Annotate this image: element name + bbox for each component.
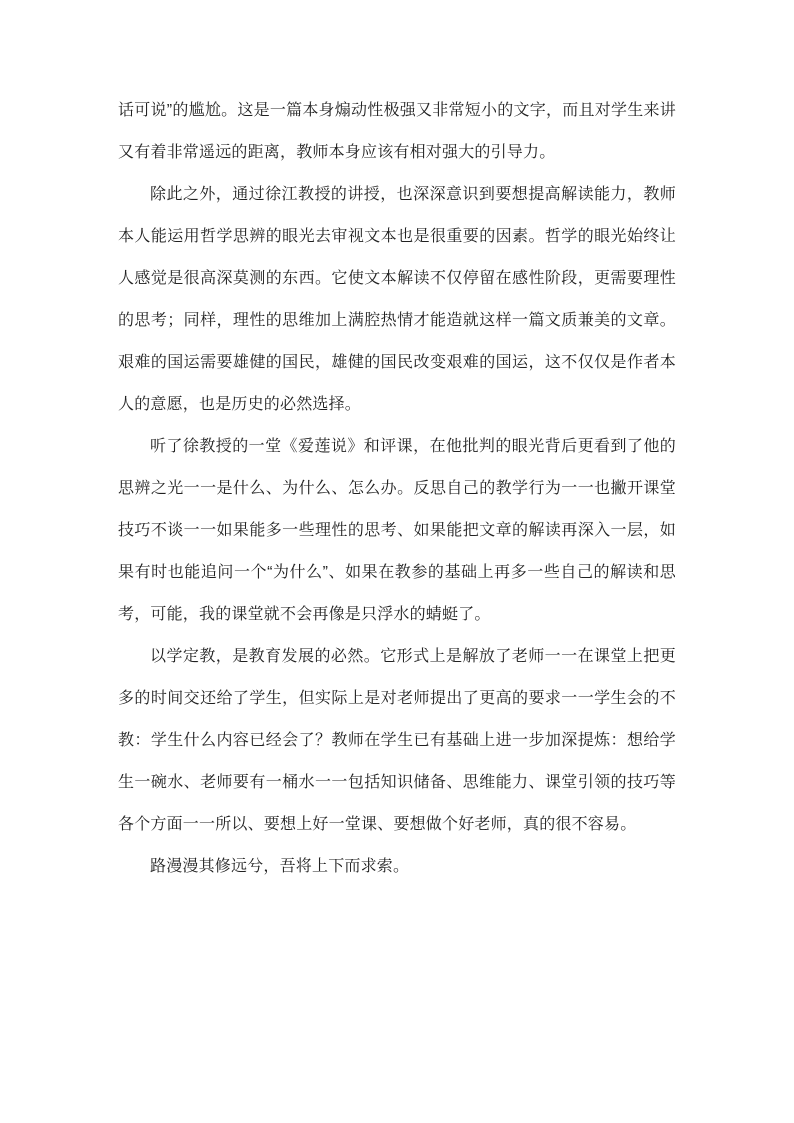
paragraph: 听了徐教授的一堂《爱莲说》和评课，在他批判的眼光背后更看到了他的思辨之光一一是什么、为什么、怎么办。反思自己的教学行为一一也撇开课堂技巧不谈一一如果能多一些理性的思考、如果能把文章的解读再深入一层，如果有时也能追问一个“为什么”、如果在教参的基础上再多一些自己的解读和思考，可能，我的课堂就不会再像是只浮水的蜻蜓了。 [118, 438, 676, 623]
document-text-block [118, 90, 676, 888]
paragraph: 话可说”的尴尬。这是一篇本身煽动性极强又非常短小的文字，而且对学生来讲又有着非常遥远的距离，教师本身应该有相对强大的引导力。 [118, 102, 676, 161]
paragraph: 除此之外，通过徐江教授的讲授，也深深意识到要想提高解读能力，教师本人能运用哲学思辨的眼光去审视文本也是很重要的因素。哲学的眼光始终让人感觉是很高深莫测的东西。它使文本解读不仅停留在感性阶段，更需要理性的思考；同样，理性的思维加上满腔热情才能造就这样一篇文质兼美的文章。艰难的国运需要雄健的国民，雄健的国民改变艰难的国运，这不仅仅是作者本人的意愿，也是历史的必然选择。 [118, 186, 676, 413]
paragraph: 以学定教，是教育发展的必然。它形式上是解放了老师一一在课堂上把更多的时间交还给了学生，但实际上是对老师提出了更高的要求一一学生会的不教：学生什么内容已经会了？教师在学生已有基础上进一步加深提炼：想给学生一碗水、老师要有一桶水一一包括知识储备、思维能力、课堂引领的技巧等各个方面一一所以、要想上好一堂课、要想做个好老师，真的很不容易。 [118, 648, 676, 833]
paragraph: 路漫漫其修远兮，吾将上下而求索。 [150, 858, 410, 875]
